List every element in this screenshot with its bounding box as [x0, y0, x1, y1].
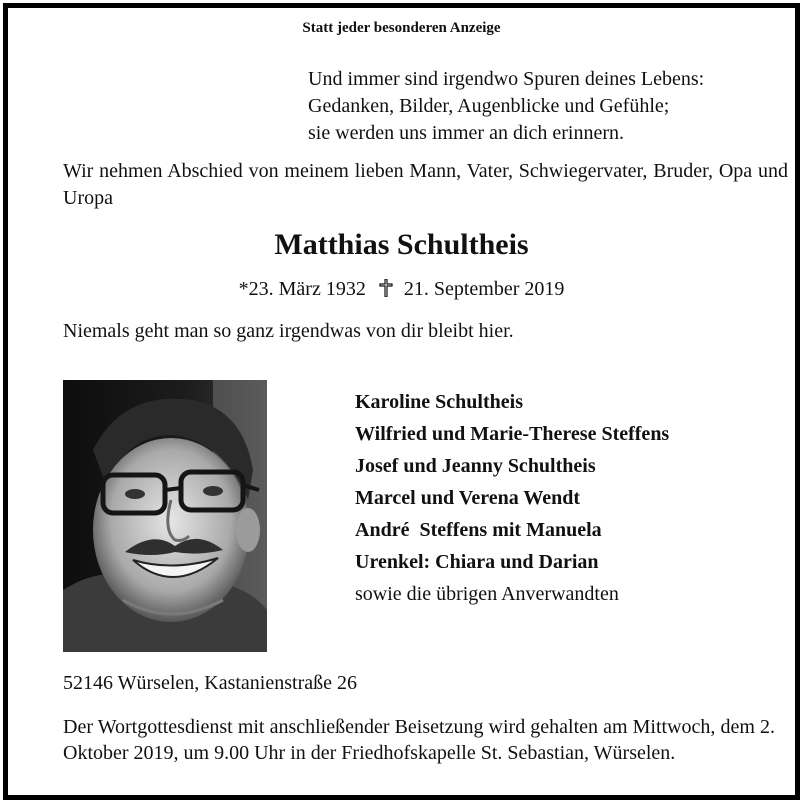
- deceased-name: Matthias Schultheis: [274, 228, 529, 261]
- memorial-quote: Niemals geht man so ganz irgendwas von dir bleibt hier.: [63, 320, 514, 342]
- mourner-name: Karoline Schultheis: [355, 391, 523, 413]
- farewell-text: Wir nehmen Abschied von meinem lieben Mann, Vater, Schwiegervater, Bruder, Opa und Uropa: [63, 160, 788, 209]
- mourner-name: Wilfried und Marie-Therese Steffens: [355, 423, 670, 445]
- poem-line: sie werden uns immer an dich erinnern.: [308, 122, 625, 144]
- life-dates: [8, 278, 795, 301]
- service-details: Der Wortgottesdienst mit anschließender Beisetzung wird gehalten am Mittwoch, dem 2. Oktober 2019, um 9.00 Uhr in der Friedhofskapelle St. Sebastian, Würselen.: [63, 716, 775, 764]
- mourner-name: Josef und Jeanny Schultheis: [355, 455, 596, 477]
- other-relatives: sowie die übrigen Anverwandten: [355, 583, 619, 605]
- poem-line: Und immer sind irgendwo Spuren deines Lebens:: [308, 68, 705, 90]
- obituary-notice: [3, 3, 800, 800]
- cross-icon: [379, 278, 393, 301]
- death-date: 21. September 2019: [403, 278, 565, 300]
- notice-header: Statt jeder besonderen Anzeige: [302, 20, 501, 36]
- poem: [308, 66, 704, 147]
- portrait-photo: [63, 380, 267, 652]
- address: 52146 Würselen, Kastanienstraße 26: [63, 672, 357, 694]
- mourner-name: Marcel und Verena Wendt: [355, 487, 581, 509]
- mourner-name: Urenkel: Chiara und Darian: [355, 551, 599, 573]
- mourners-list: [355, 386, 669, 610]
- birth-date: *23. März 1932: [238, 278, 366, 300]
- poem-line: Gedanken, Bilder, Augenblicke und Gefühle;: [308, 95, 670, 117]
- mourner-name: André Steffens mit Manuela: [355, 519, 602, 541]
